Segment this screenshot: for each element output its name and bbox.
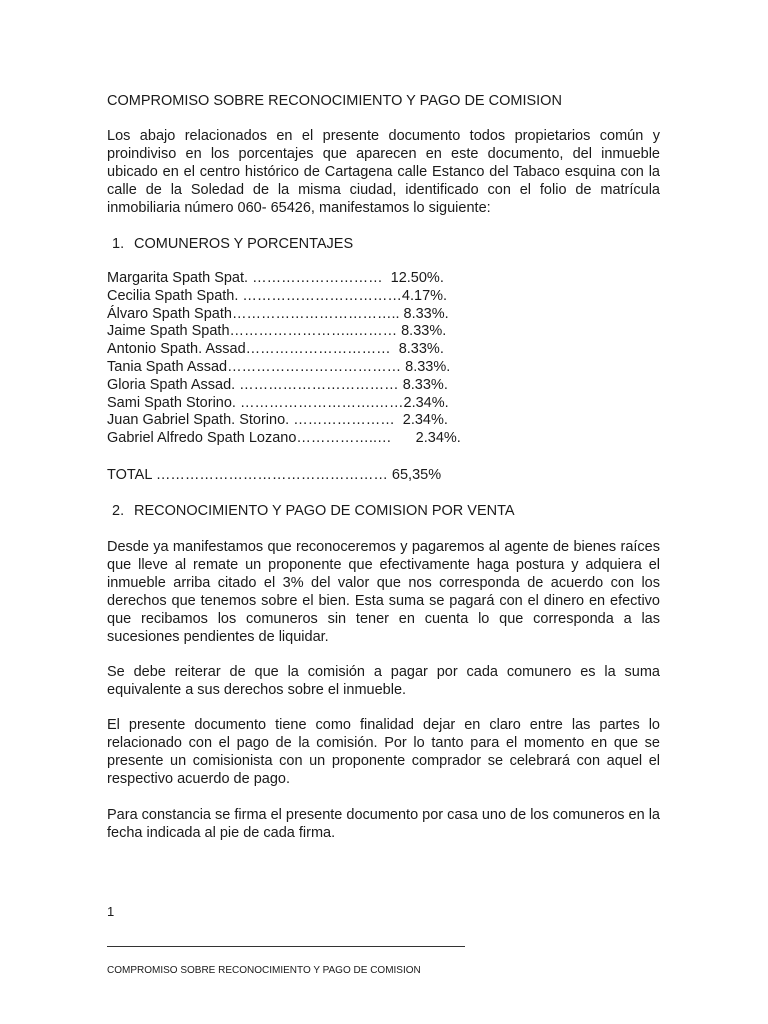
section-1-number: 1. — [112, 236, 125, 252]
owner-row: Cecilia Spath Spath. ……………………………4.17%. — [107, 287, 448, 304]
owner-row: Jaime Spath Spath……………………..……… 8.33%. — [107, 323, 447, 340]
owners-list — [107, 270, 461, 448]
footer-divider — [107, 946, 465, 947]
owner-row: Antonio Spath. Assad………………………… 8.33%. — [107, 341, 444, 358]
document-title: COMPROMISO SOBRE RECONOCIMIENTO Y PAGO DE COMISION — [107, 93, 562, 109]
signature-paragraph: Para constancia se firma el presente documento por casa uno de los comuneros en la fecha indicada al pie de cada firma. — [107, 807, 660, 841]
reiteration-paragraph: Se debe reiterar de que la comisión a pagar por cada comunero es la suma equivalente a sus derechos sobre el inmueble. — [107, 664, 660, 698]
owner-row: Gloria Spath Assad. …………………………… 8.33%. — [107, 376, 448, 393]
owner-row: Gabriel Alfredo Spath Lozano……………..… 2.34%. — [107, 430, 461, 447]
owner-row: Margarita Spath Spat. ……………………… 12.50%. — [107, 270, 444, 286]
owner-row: Juan Gabriel Spath. Storino. ………………… 2.34%. — [107, 412, 448, 429]
section-2-title: RECONOCIMIENTO Y PAGO DE COMISION POR VENTA — [134, 503, 515, 519]
owner-row: Sami Spath Storino. ……………………….……2.34%. — [107, 394, 449, 411]
page-number: 1 — [107, 904, 115, 919]
section-2-heading — [112, 502, 515, 520]
total-line: TOTAL ………………………………………… 65,35% — [107, 467, 442, 483]
section-1-title: COMUNEROS Y PORCENTAJES — [134, 236, 354, 252]
section-2-number: 2. — [112, 503, 125, 519]
owner-row: Álvaro Spath Spath…………………………….. 8.33%. — [107, 305, 449, 322]
purpose-paragraph: El presente documento tiene como finalidad dejar en claro entre las partes lo relacionado con el pago de la comisión. Por lo tanto para el momento en que se presente un comisionista con un proponente comprador se celebrará con aquel el respectivo acuerdo de pago. — [107, 717, 660, 787]
owner-row: Tania Spath Assad……………………………… 8.33%. — [107, 358, 451, 375]
section-1-heading — [112, 235, 353, 253]
footer-title: COMPROMISO SOBRE RECONOCIMIENTO Y PAGO DE COMISION — [107, 965, 421, 976]
intro-paragraph: Los abajo relacionados en el presente documento todos propietarios común y proindiviso en los porcentajes que aparecen en este documento, del inmueble ubicado en el centro histórico de Cartagena calle Estanco del Tabaco esquina con la calle de la Soledad de la misma ciudad, identificado con el folio de matrícula inmobiliaria número 060- 65426, manifestamos lo siguiente: — [107, 128, 660, 216]
commission-paragraph: Desde ya manifestamos que reconoceremos y pagaremos al agente de bienes raíces que lleve al remate un proponente que efectivamente haga postura y adquiera el inmueble arriba citado el 3% del valor que nos corresponda de acuerdo con los derechos que tenemos sobre el bien. Esta suma se pagará con el dinero en efectivo que recibamos los comuneros sin tener en cuenta lo que corresponda a las sucesiones pendientes de liquidar. — [107, 539, 660, 645]
